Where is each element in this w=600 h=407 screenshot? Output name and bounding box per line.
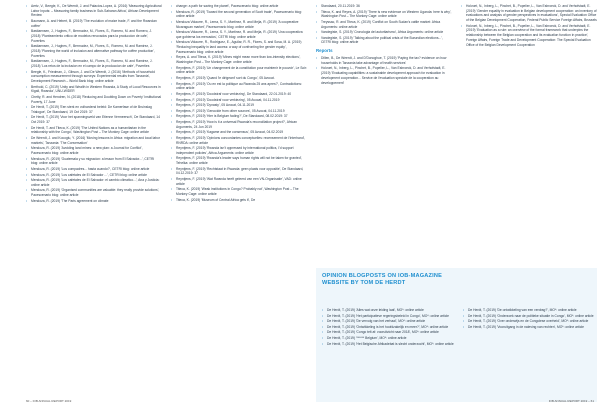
bullet-icon: • <box>26 29 28 34</box>
column-3-list-a <box>316 4 452 45</box>
box-list-left <box>322 308 456 347</box>
reference-text: De Herdt, T. (2019) 'Onderzoek naar de politieke situatie in Congo', MO*: online article <box>468 313 594 318</box>
bullet-icon: • <box>26 44 28 49</box>
bullet-icon: • <box>171 119 173 124</box>
bullet-icon: • <box>171 187 173 192</box>
reference-item <box>26 95 162 104</box>
reference-item <box>26 188 162 197</box>
reference-item <box>322 330 456 335</box>
reference-text: Reyntjens, F. (2019) 'Opinions concordantes conceptuelles: recensement de l'Interhand', RNRDA: online article <box>176 135 306 145</box>
bullet-icon: • <box>171 177 173 182</box>
bullet-icon: • <box>26 146 28 151</box>
reference-item <box>171 4 307 9</box>
reference-text: Reyntjens, F. (2019) 'Ou en est la politique au Rwanda 25 ans apres?', Contradictions: online article <box>176 81 302 91</box>
opinion-blogposts-box <box>316 268 597 402</box>
reference-item <box>322 308 456 313</box>
reference-text: Dillen, B., De Weerdt, J. and D'Donoghue, T. (2019) 'Paying the tax? evidence on how households in Tanzania take advantage of health services' <box>321 56 447 65</box>
bullet-icon: • <box>171 156 173 161</box>
reference-text: Reyntjens, F. (2019) 'Hier is Belgium fading?', De Standaard, 08.02.2019: 37 <box>176 114 288 119</box>
reference-item <box>171 136 307 145</box>
reference-item <box>171 167 307 176</box>
bullet-icon: • <box>171 103 173 108</box>
column-2 <box>171 4 307 203</box>
reference-item <box>171 103 307 108</box>
reference-text: Mendoza, R. (2019) 'Los cafetales de El Salvador ...', CETRI blog: online article <box>31 172 147 177</box>
reference-item <box>26 173 162 178</box>
reference-text: Vandegiste, S. (2019) 'Cronologia del autoritarismo', Africa Arguments: online article <box>321 30 444 35</box>
reference-text: De Herdt, T. (2019) 'Ontwikkeling is het hoofdzakelijk en meer?', MO*: online article <box>327 324 449 329</box>
reports-heading: Reports <box>316 48 333 54</box>
reference-item <box>322 325 456 330</box>
bullet-icon: • <box>171 146 173 151</box>
bullet-icon: • <box>316 4 318 8</box>
reference-item <box>171 120 307 129</box>
reference-text: De Herdt, T. (2019) 'Het participatieve regeringsbeleid in Congo', MO*: online article <box>327 313 449 318</box>
reference-text: Mendoza Vidaurre, R., Lema, S. Y., Martinez, R. and Mejia, R. (2019) 'A cooperative Nicaraguan market', Pacescenario blog: online article <box>176 19 299 29</box>
bullet-icon: • <box>26 115 28 120</box>
reference-item <box>463 325 597 330</box>
bullet-icon: • <box>171 91 173 96</box>
reference-text: De Herdt, T. (2019) 'Voor het spanningsveld van Etienne Vermeersch', De Standaard, 14 Oct 2019: 37 <box>31 115 160 125</box>
bullet-icon: • <box>316 66 318 71</box>
reference-text: Beegle, K., Friedman, J., Gibson, J. and De Weerdt, J. (2016) 'Methods of household consumption measurement through surveys: Experimental results from Tanzania', Development Research – World Bank blog: online article <box>31 69 155 83</box>
reference-text: Bastiaensen, J., Hughes, F., Bermudez, M., Flores, S., Romero, M. and Ramirez, J. (2018) 'Planning the world of inclusion and alternative pathway for coffee production', Poverties <box>31 44 155 58</box>
bullet-icon: • <box>171 40 173 45</box>
reference-text: Reyntjens, F. (2019) 'Un changement de la constitution pour maintenir le pouvoir', Le Soir: online article <box>176 65 308 75</box>
reference-text: Mendoza, R. (2019) 'Guatemala y su migracion: a lesson from El Salvador...', CETRI blog: online article <box>31 156 155 166</box>
reference-text: Mendoza, R. (2019) 'Organised communities are valuable: they really provide solutions', Pacescenario blog: online article <box>31 188 160 198</box>
bullet-icon: • <box>171 97 173 102</box>
reference-item <box>171 76 307 81</box>
reference-text: De Weerdt, J. and Kocoglu, Y. (2016) 'Moving lessons in Africa: migration and local labor markets', Tanzania: 'The Conversation' <box>31 136 160 145</box>
reference-text: De Herdt, T. (2019) 'De vervolg van het verhaal', MO*: online article <box>327 319 426 324</box>
bullet-icon: • <box>171 114 173 119</box>
reference-text: De Herdt, T. (2019) 'Een sterk en volhardend beleid: De Kamerfase of de Bruinslag Trialogue', De Standaard, 19 Oct 2019: 37 <box>31 105 152 114</box>
reference-item <box>26 115 162 124</box>
reference-text: Reyntjens, F. (2019) 'Doodstraf voor verkiezing', 05 Avocat, 04.11.2019 <box>176 97 280 102</box>
reference-text: Titeca, K. (2019) 'Museum of Central Africa gets it', De <box>176 197 256 202</box>
reference-text: Mendoza, R. (2019) 'Avoiding land mines: a new plan: a Journal for Conflict', Pacescenario blog: online article <box>31 146 143 156</box>
reference-text: Reyes, A. and Titeca, K. (2019) 'Mines might mean more than low-intensity elections', Washington Post – The Monkey Cage: online article <box>176 55 301 65</box>
reference-text: Reyntjens, F. (2019) 'Kagame and the consensus', 05 Avocat, 04.02.2019 <box>176 130 284 135</box>
reference-item <box>26 136 162 145</box>
bullet-icon: • <box>316 19 318 24</box>
bullet-icon: • <box>26 156 28 161</box>
reference-text: Holvoet, N., Inberg, L., Pinchet, B., Popelier, L., Van Esbroeck, D. and Verhofstadt, E. (2019) 'Evaluating capabilities: a sustainable development approach for evaluation in development cooperation... Service de l'evaluation speciale de la cooperation au developpement' <box>321 66 446 85</box>
reference-text: De Herdt, T. (2019) 'De ontwikkeling van een verdrag?', MO*: online article <box>468 308 577 312</box>
bullet-icon: • <box>461 4 463 8</box>
reference-text: De Herdt, T. (2019) 'Het Belgische Afrikadebat is slecht onderzocht', MO*: online article <box>327 341 454 346</box>
reference-item <box>171 92 307 97</box>
reference-item <box>316 66 452 85</box>
reference-item <box>463 319 597 324</box>
bullet-icon: • <box>171 135 173 140</box>
reference-item <box>322 336 456 341</box>
reference-item <box>26 70 162 84</box>
reference-item <box>171 109 307 114</box>
reference-item <box>322 314 456 319</box>
reference-text: Bastiaensen, J., Hughes, F., Bermudez, M., Flores, S., Romero, M. and Romero, J. (2018) 'Planteamiento critico de modelos renovados para la produccion de cafe', Poverties <box>31 29 152 43</box>
bullet-icon: • <box>171 130 173 135</box>
reference-text: Berthold, C. (2019) 'Unity and Wealth in Western Rwanda, A Study of Local Resources in Kigali, Rwanda', UNU-WIDER <box>31 84 161 94</box>
reference-item <box>171 10 307 19</box>
reference-text: change: a path for saving the planet', Pacescenario blog: online article <box>176 4 279 8</box>
bullet-icon: • <box>463 308 465 312</box>
bullet-icon: • <box>171 76 173 81</box>
reference-text: Reyntjens, F. (2019) 'Rechtstaat in Rwanda: geen plaats voor oppositie', De Standaard, 04.12.2019: 37 <box>176 166 304 176</box>
bullet-icon: • <box>26 198 28 203</box>
bullet-icon: • <box>171 9 173 14</box>
bullet-icon: • <box>322 330 324 335</box>
reference-text: Reyntjens, F. (2019) 'Genocide from other sources', 05 Avocat, 04.11.2019 <box>176 108 285 113</box>
reference-item <box>171 187 307 196</box>
reference-text: De Herdt, T. (2019) 'Alles wat onze leiding laat', MO*: online article <box>327 308 424 312</box>
bullet-icon: • <box>463 313 465 318</box>
reference-text: Reyntjens, F. (2019) 'Rwanda isn't oppressed by international politics, I'd support independent policies', Africa Arguments: online article <box>176 146 294 155</box>
bullet-icon: • <box>316 56 318 61</box>
reference-item <box>171 66 307 75</box>
bullet-icon: • <box>322 324 324 329</box>
footer-left: 60 – IOB ANNUAL REPORT 2019 <box>26 399 72 403</box>
reference-text: Mendoza, R. (2019) 'Los cafetales de El Salvador: el cambio climatico...', Ana y Justicia: online article <box>31 178 160 187</box>
reference-item <box>316 20 452 29</box>
bullet-icon: • <box>171 108 173 113</box>
bullet-icon: • <box>322 313 324 318</box>
reference-item <box>26 44 162 58</box>
reference-item <box>171 20 307 29</box>
bullet-icon: • <box>461 23 463 28</box>
reference-text: Standaard, 20.11.2019: 36 <box>321 4 360 8</box>
reference-text: Reyntjens, F. (2019) 'Rwanda's leader says human rights will not be taken for granted', Tehelka: online article <box>176 156 303 166</box>
reference-item <box>171 40 307 54</box>
reference-text: Holvoet, N., Inberg, L., Pinchet, B., Popelier, L., Van Esbroeck, D. and Verhofstadt, E. (2019) 'Evaluation as a rule: an overview of the formal framework that underpins the relationship between the Belgian cooperation and its evaluation function in practice', Foreign Affairs, Foreign Trade and Development Cooperation: The Special Evaluation Office of the Belgian Development Cooperation <box>466 23 591 47</box>
bullet-icon: • <box>171 19 173 24</box>
reference-item <box>316 4 452 9</box>
bullet-icon: • <box>26 59 28 64</box>
reference-item <box>316 10 452 19</box>
bullet-icon: • <box>322 341 324 346</box>
reference-text: De Herdt, T. (2019) '****** Belgium', MO*: online article <box>327 335 407 340</box>
reference-text: De Herdt, T. (2019) 'Vooruitgang in de naleving van rechten', MO*: online article <box>468 324 584 329</box>
reference-item <box>26 85 162 94</box>
column-1 <box>26 4 162 204</box>
reference-item <box>26 167 162 172</box>
reference-item <box>26 59 162 68</box>
reference-item <box>26 146 162 155</box>
column-4 <box>461 4 597 48</box>
reference-text: Reyntjens, F. (2019) 'How is it a universal Rwanda's reconciliation project?', African Arguments, 24 Jun 2019 <box>176 119 297 129</box>
reference-item <box>171 177 307 186</box>
reference-item <box>316 36 452 45</box>
column-3 <box>316 4 452 86</box>
reference-text: Titeca, K. (2019) 'Weak institutions in Congo? Probably not', Washington Post – The Monkey Cage: online article <box>176 187 299 197</box>
reference-text: De Herdt, T. (2019) 'Congo telt af: vooruitzicht naar 2018', MO*: online article <box>327 330 439 335</box>
reference-item <box>463 314 597 319</box>
footer-right: IOB ANNUAL REPORT 2019 – 61 <box>548 399 594 403</box>
bullet-icon: • <box>171 55 173 60</box>
reference-item <box>171 156 307 165</box>
bullet-icon: • <box>463 324 465 329</box>
bullet-icon: • <box>171 65 173 70</box>
reference-item <box>26 4 162 18</box>
reference-item <box>171 98 307 103</box>
bullet-icon: • <box>26 136 28 141</box>
reference-item <box>171 146 307 155</box>
reference-text: Bastiaensen, J., Hughes, F., Bermudez, M., Flores, S., Romero, M. and Ramirez, J. (2018) 'Los retos de la inclusion en el campo de la produccion de cafe', Poverties <box>31 59 153 68</box>
reference-item <box>26 178 162 187</box>
reference-text: Mendoza, R. (2019) 'Toward the second generation of Scott trade', Pacescenario blog: online article <box>176 9 302 19</box>
reference-text: Mendoza Vidaurre, R., Lema, S. Y., Martinez, R. and Mejia, R. (2019) 'Una cooperativa que gobierna los mercados', CETRI blog: online article <box>176 30 303 39</box>
reference-item <box>26 199 162 204</box>
reference-item <box>26 29 162 43</box>
reference-item <box>26 105 162 114</box>
reference-text: Reyntjens, F. (2019) 'Doodstraf voor verkiezing', De Standaard, 22.01.2019: 40 <box>176 91 292 96</box>
reference-text: Titeca, K. and Reyes, A. (2019) 'There is new evidence on Western Uganda: here is why', Washington Post – The Monkey Cage: online article <box>321 9 452 19</box>
reference-item <box>171 114 307 119</box>
reference-item <box>171 55 307 64</box>
bullet-icon: • <box>26 166 28 171</box>
reference-text: Reyntjens, F. (2019) 'Dynasty', 05 Avocat, 04.11.2019 <box>176 103 254 108</box>
reference-item <box>316 30 452 35</box>
reference-item <box>322 342 456 347</box>
bullet-icon: • <box>26 188 28 193</box>
reference-text: Reyntjens, F. (2019) 'Quand 'le dirigeant' sort du Congo', 05 Avocat. <box>176 76 275 81</box>
bullet-icon: • <box>26 105 28 110</box>
box-title: OPINION BLOGPOSTS ON IOB-MAGAZINE WEBSITE BY TOM DE HERDT <box>322 273 443 286</box>
bullet-icon: • <box>322 308 324 312</box>
bullet-icon: • <box>322 319 324 324</box>
bullet-icon: • <box>171 197 173 202</box>
bullet-icon: • <box>26 69 28 74</box>
bullet-icon: • <box>26 4 28 8</box>
reference-text: Treyssac, R. and Titeca, K. (2019) 'Conflict on South Sudan's cattle market: Africa Arguments: online article <box>321 19 441 29</box>
reference-item <box>171 130 307 135</box>
reference-item <box>316 56 452 65</box>
reference-text: Aertz, V., Beegle, K., De Weerdt, J. and Palacios-Lopez, A. (2016) 'Measuring Agricultural Labor Inputs: – Measuring family business in Sub-Saharan Africa', African Development Review <box>31 4 162 18</box>
reference-item <box>461 4 597 23</box>
bullet-icon: • <box>26 94 28 99</box>
bullet-icon: • <box>26 19 28 23</box>
bullet-icon: • <box>171 81 173 86</box>
reference-item <box>26 19 162 28</box>
bullet-icon: • <box>171 166 173 171</box>
bullet-icon: • <box>171 30 173 35</box>
bullet-icon: • <box>316 35 318 40</box>
bullet-icon: • <box>322 335 324 340</box>
reference-text: De Herdt, T. and Titeca, K. (2019) 'The United Nations as a humanitarian in the relationship with the Congo', Washington Post – The Monkey Cage: online article <box>31 125 149 135</box>
reference-item <box>26 157 162 166</box>
bullet-icon: • <box>463 319 465 324</box>
reference-text: Holvoet, N., Inberg, L., Pinchet, B., Popelier, L., Van Esbroeck, D. and Verhofstadt, E. (2019) 'Gender equality in evaluation in Belgian development cooperation: an inventory of evaluations and analysis of gender perspectives in evaluations', Special Evaluation Office of the Belgian Development Cooperation, Federal Public Service Foreign Affairs, Brussels <box>466 4 597 23</box>
reference-text: Baumann, A. and Hebert, B. (2019) 'The evolution of maize trade, F. and the Rwandan coffee' <box>31 19 157 28</box>
box-list-right <box>463 308 597 330</box>
reference-text: Mendoza, R. (2019) 'Los compadres... hasta cuando?', CETRI blog: online article <box>31 166 150 171</box>
reference-text: Mendoza, R. (2019) 'The Paris agreement on climate <box>31 198 109 203</box>
reference-text: Vandegiste, S. (2019) 'Talking about the political crisis of the Burundian elections...', CETRI blog: online article <box>321 35 443 45</box>
reference-text: Reyntjens, F. (2019) 'Wat Rwanda heeft geleerd van een VN-Organisatie', VAD: online article <box>176 177 302 186</box>
bullet-icon: • <box>26 84 28 89</box>
bullet-icon: • <box>171 4 173 8</box>
reference-item <box>322 319 456 324</box>
bullet-icon: • <box>316 9 318 14</box>
reports-list <box>316 56 452 85</box>
reference-text: Mendoza Vidaurre, R., Rodriguez, E., Aguilar, R. R., Flores, S. and Sosa, M. A. (2019) 'Reducing inequality in land access: a way of confronting the gender equity', Pacescenario blog: online article <box>176 40 302 54</box>
reference-item <box>171 198 307 203</box>
bullet-icon: • <box>316 30 318 35</box>
reference-item <box>26 126 162 135</box>
reference-text: De Herdt, T. (2019) 'Over onderwijs en de Congolese overheid', MO*: online article <box>468 319 589 324</box>
reference-item <box>463 308 597 313</box>
reference-item <box>171 82 307 91</box>
bullet-icon: • <box>26 125 28 130</box>
reference-item <box>461 24 597 48</box>
reference-item <box>171 30 307 39</box>
bullet-icon: • <box>26 178 28 183</box>
reference-text: Chetty, R. and Hendren, N. (2018) 'Reducing and Doubling Down on Poverty' Institutional Poverty, 17 June <box>31 94 162 104</box>
bullet-icon: • <box>26 172 28 177</box>
